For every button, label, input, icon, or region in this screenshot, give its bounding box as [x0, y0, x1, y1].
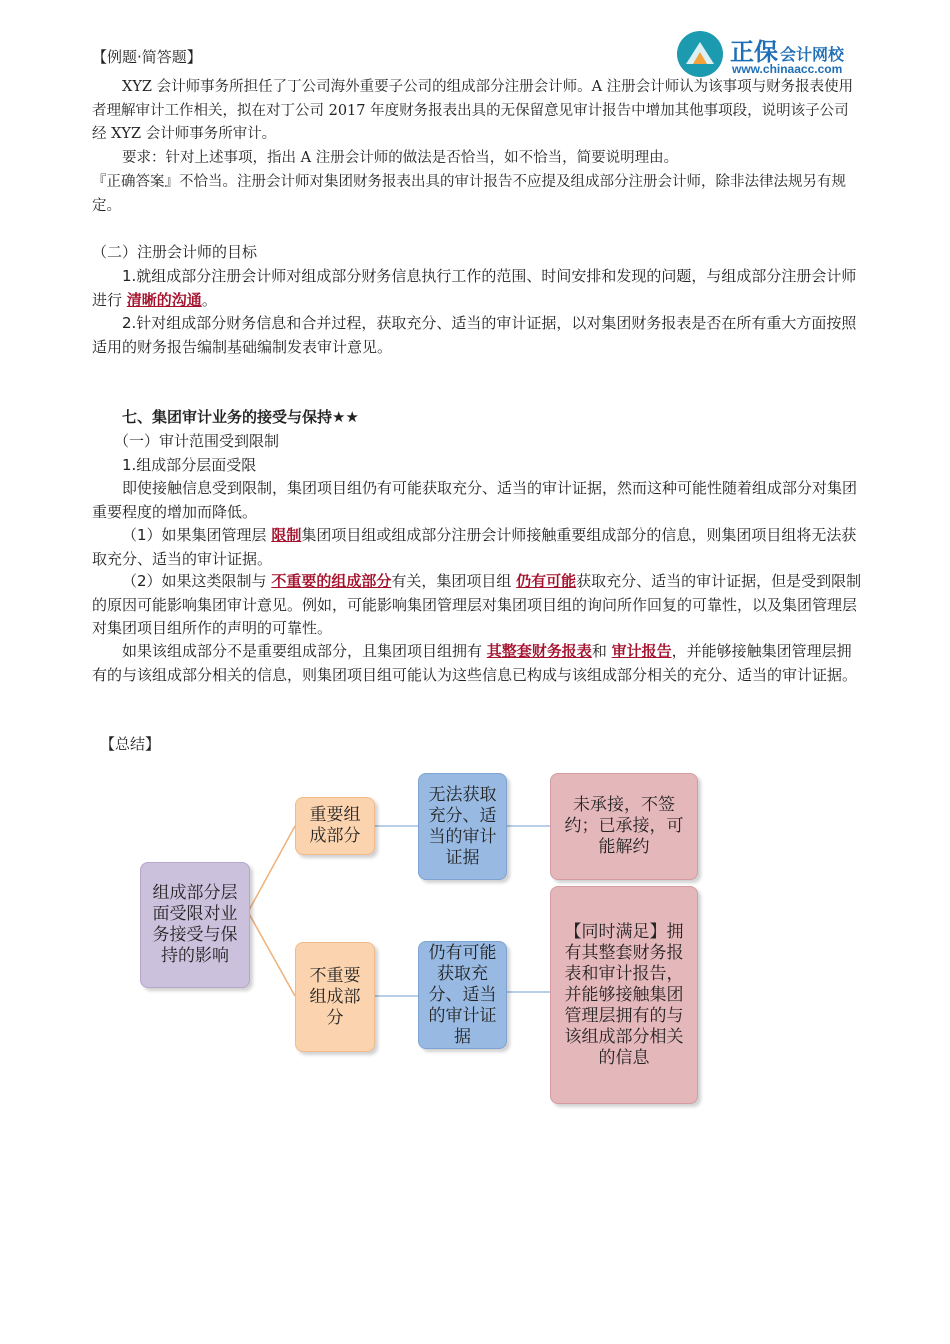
- highlight-restrict: 限制: [271, 526, 302, 544]
- section-7-para-1: 即使接触信息受到限制，集团项目组仍有可能获取充分、适当的审计证据，然而这种可能性随着组成部分对集团重要程度的增加而降低。: [92, 479, 858, 521]
- highlight-unimportant-component: 不重要的组成部分: [271, 572, 392, 590]
- connector-root-important: [248, 826, 295, 912]
- logo-mark-icon: [676, 30, 724, 78]
- section-7-para-3: （2）如果这类限制与 不重要的组成部分有关，集团项目组 仍有可能获取充分、适当的审计证据，但是受到限制的原因可能影响集团审计意见。例如，可能影响集团管理层对集团项目组的询问所作回复的可靠性，以及集团管理层对集团项目组所作的声明的可靠性。: [92, 572, 862, 638]
- highlight-full-statements: 其整套财务报表: [486, 642, 592, 660]
- logo-url: www.chinaacc.com: [732, 62, 843, 76]
- cut-off-heading: 【例题·简答题】: [92, 48, 202, 66]
- section-7-para-2: （1）如果集团管理层 限制集团项目组或组成部分注册会计师接触重要组成部分的信息，则集团项目组将无法获取充分、适当的审计证据。: [92, 526, 857, 568]
- diagram-result-unimportant-box: 仍有可能获取充分、适当的审计证据: [418, 941, 507, 1049]
- goals-heading: （二）注册会计师的目标: [92, 243, 258, 261]
- connector-root-unimportant: [248, 912, 295, 996]
- summary-label: 【总结】: [100, 735, 161, 753]
- logo-brand-main: 正保: [730, 38, 778, 66]
- example-requirement: 要求：针对上述事项，指出 A 注册会计师的做法是否恰当，如不恰当，简要说明理由。: [122, 150, 679, 166]
- highlight-audit-report: 审计报告: [611, 642, 672, 660]
- highlight-clear-communication: 清晰的沟通: [126, 290, 202, 309]
- example-answer: 『正确答案』不恰当。注册会计师对集团财务报表出具的审计报告不应提及组成部分注册会计师，除非法律法规另有规定。: [92, 174, 846, 214]
- goals-item-2: 2.针对组成部分财务信息和合并过程，获取充分、适当的审计证据，以对集团财务报表是否在所有重大方面按照适用的财务报告编制基础编制发表审计意见。: [92, 314, 857, 356]
- goals-item-1: 1.就组成部分注册会计师对组成部分财务信息执行工作的范围、时间安排和发现的问题，与组成部分注册会计师进行 清晰的沟通。: [92, 267, 857, 309]
- diagram-unimportant-box: 不重要组成部分: [295, 942, 375, 1052]
- section-7-title: 七、集团审计业务的接受与保持★★: [122, 408, 359, 426]
- example-paragraph: XYZ 会计师事务所担任了丁公司海外重要子公司的组成部分注册会计师。A 注册会计师认为该事项与财务报表使用者理解审计工作相关，拟在对丁公司 2017 年度财务报表出具的无保留意见审计报告中增加其他事项段，说明该子公司经 XYZ 会计师事务所审计。: [92, 79, 854, 143]
- diagram-action-important-box: 未承接，不签约；已承接，可能解约: [550, 773, 698, 880]
- diagram-root-box: 组成部分层面受限对业务接受与保持的影响: [140, 862, 250, 988]
- logo-brand-sub: 会计网校: [780, 45, 845, 64]
- section-7-para-4: 如果该组成部分不是重要组成部分，且集团项目组拥有 其整套财务报表和 审计报告，并能够接触集团管理层拥有的与该组成部分相关的信息，则集团项目组可能认为这些信息已构成与该组成部分相关的充分、适当的审计证据。: [92, 642, 858, 684]
- section-7-sub1-1: 1.组成部分层面受限: [122, 456, 257, 474]
- chinaacc-logo: [676, 28, 876, 78]
- diagram-result-important-box: 无法获取充分、适当的审计证据: [418, 773, 507, 880]
- diagram-important-box: 重要组成部分: [295, 797, 375, 855]
- highlight-still-possible: 仍有可能: [516, 572, 577, 590]
- diagram-action-unimportant-box: 【同时满足】拥有其整套财务报表和审计报告，并能够接触集团管理层拥有的与该组成部分相关的信息: [550, 886, 698, 1104]
- section-7-sub1: （一）审计范围受到限制: [114, 432, 280, 450]
